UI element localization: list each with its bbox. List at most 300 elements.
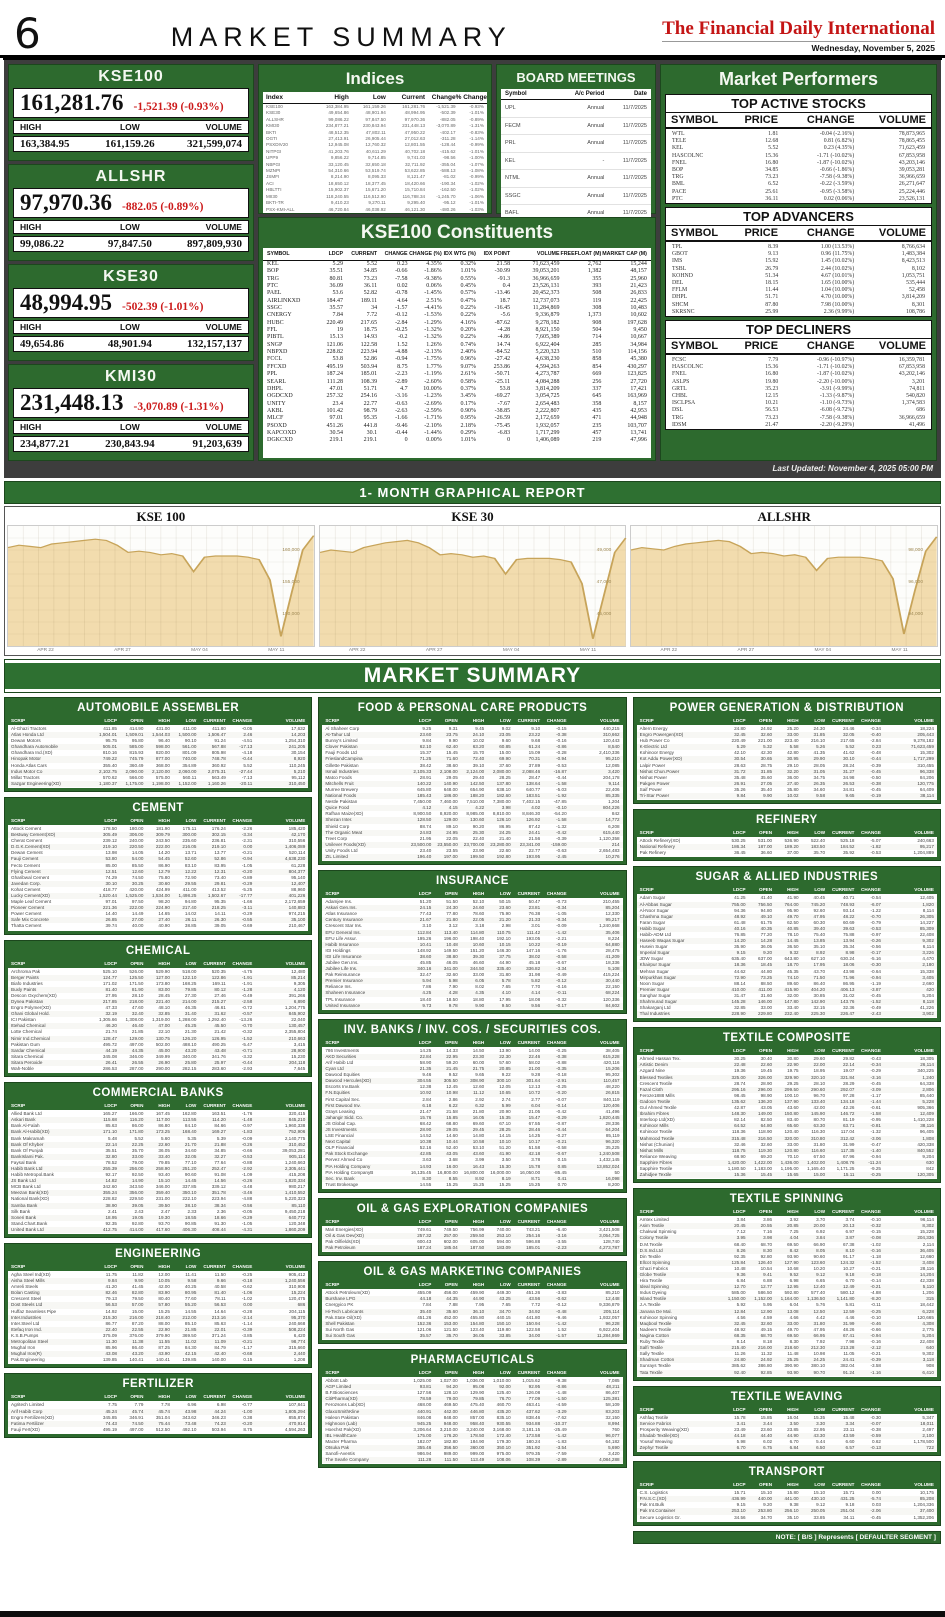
cell: 10.65 <box>499 1090 511 1096</box>
cell: 343.50 <box>129 1184 144 1190</box>
cell: 7.98 <box>845 1339 855 1345</box>
table-row <box>263 437 651 444</box>
cell: 31.98 <box>528 972 541 978</box>
cell: 292.07 <box>840 1086 855 1092</box>
cell: 24.41 <box>842 1357 855 1363</box>
table-body <box>8 1110 308 1234</box>
cell: 930.55 <box>496 1420 511 1426</box>
cell: 354.89 <box>182 762 197 768</box>
cell: 29.60 <box>813 1056 826 1062</box>
cell: 35.10 <box>813 944 826 950</box>
cell: -0.55 <box>241 917 253 923</box>
cell: 52,458 <box>909 287 925 294</box>
table-body <box>637 1216 937 1376</box>
cell: 67.50 <box>813 1153 826 1159</box>
cell: 12,409 <box>919 1111 934 1117</box>
sector-power-generation-distribution <box>633 697 941 804</box>
cell: 508,224 <box>288 1326 306 1332</box>
cell: IBL HealthCare <box>325 1432 357 1438</box>
cell: 13,741 <box>630 429 647 436</box>
cell: 1,406,089 <box>535 437 560 444</box>
cell: 86.00 <box>131 1123 144 1129</box>
cell: -1.45% <box>424 290 442 297</box>
cell: 96,338 <box>919 768 934 774</box>
cell: Dawood Hercules(XD) <box>325 1078 372 1084</box>
y-axis-tick: 160,000 <box>282 547 300 553</box>
cell: 253.86 <box>493 363 511 370</box>
cell: GBOT <box>672 251 688 258</box>
cell: 0.06% <box>426 283 442 290</box>
cell: 14.20 <box>158 850 170 856</box>
cell: Inter.Industries <box>11 1314 42 1320</box>
cell: 23,500.00 <box>410 841 432 847</box>
cell: UPL <box>505 105 516 111</box>
cell: 64,880 <box>605 941 620 947</box>
cell: 4.64 <box>397 297 408 304</box>
cell: 40.16 <box>734 925 746 931</box>
cell: 290.60 <box>810 1086 826 1092</box>
cell: 12,085 <box>605 762 620 768</box>
cell: 184.47 <box>326 297 343 304</box>
cell: 221.36 <box>102 905 117 911</box>
cell: 5,220,323 <box>284 1196 306 1202</box>
cell: -1.42 <box>556 1432 567 1438</box>
cell: -4.51 <box>241 738 253 744</box>
cell: 21.85 <box>184 1326 197 1332</box>
cell: -2.45 <box>556 853 567 859</box>
table-body <box>322 898 622 1010</box>
table-header-row <box>637 1406 937 1414</box>
column-header: HIGH <box>787 1482 799 1488</box>
cell: 87.80 <box>765 301 779 308</box>
cell: 40.85 <box>787 925 799 931</box>
cell: 15.92 <box>765 258 779 265</box>
cell: 32.27 <box>214 1153 226 1159</box>
cell: 47.00 <box>158 1023 170 1029</box>
index-panel-kse30 <box>8 264 254 361</box>
cell: 221.00 <box>758 738 773 744</box>
cell: -0.53 <box>241 1153 253 1159</box>
cell: 3.50 <box>501 1157 511 1163</box>
column-header: VOLUME <box>599 718 620 723</box>
cell: 7.79 <box>768 357 779 364</box>
cell: LSE Financial <box>325 1133 354 1139</box>
cell: Sapphire Fibres <box>639 1159 673 1165</box>
cell: 3.98 <box>763 1235 773 1241</box>
cell: Interloop Ltd(XD) <box>639 1117 675 1123</box>
cell: 3.50 <box>789 1420 799 1426</box>
cell: 213.16 <box>211 1314 226 1320</box>
cell: 21.42 <box>214 1029 226 1035</box>
cell: Cnergyico PK <box>325 1302 354 1308</box>
cell: 4,638,230 <box>535 356 560 363</box>
x-axis-tick: MAY 11 <box>579 648 597 653</box>
sector-title: POWER GENERATION & DISTRIBUTION <box>669 702 905 714</box>
cell: 22.77 <box>528 847 541 853</box>
cell: 386.80 <box>758 1363 773 1369</box>
cell: Murree Brewery <box>325 786 359 792</box>
cell: 44.19 <box>105 1047 117 1053</box>
cell: 4.70 (10.00%) <box>820 294 855 301</box>
cell: 15.25 <box>472 1181 485 1187</box>
cell: 45.35 <box>787 968 799 974</box>
table-row <box>263 371 651 378</box>
cell: 14.25 <box>528 1133 541 1139</box>
sector-table <box>322 890 622 1010</box>
cell: 49.10 <box>760 913 773 919</box>
cell: 25.30 <box>472 829 485 835</box>
cell: 286.53 <box>102 1066 117 1072</box>
table-body <box>666 129 931 203</box>
column-header: Low <box>372 94 386 101</box>
cell: Pak Int.Bulk <box>639 1502 665 1508</box>
cell: 2,060.00 <box>178 768 197 774</box>
cell: 9.12 <box>816 1502 826 1508</box>
y-axis-tick: 150,000 <box>282 612 300 618</box>
cell: 72.40 <box>472 756 485 762</box>
cell: 376.00 <box>129 1332 144 1338</box>
cell: 2,440 <box>293 1351 306 1357</box>
cell: -1.17 <box>870 1092 881 1098</box>
cell: 26,271,647 <box>898 181 925 188</box>
cell: 627.10 <box>810 956 826 962</box>
cell: Askari Bank <box>11 1117 36 1123</box>
cell: 18,420.66 <box>404 180 426 186</box>
table-header-row <box>8 817 308 825</box>
cell: 9.13 <box>768 251 779 258</box>
cell: 24.46 <box>842 726 855 731</box>
cell: -0.44 <box>556 1126 567 1132</box>
cell: 22.60 <box>158 1141 170 1147</box>
cell: Chakwal Spinning <box>639 1229 677 1235</box>
cell: 74.10 <box>787 974 799 980</box>
cell: Lalpir Power <box>639 762 666 768</box>
cell: 78,873,965 <box>898 131 925 137</box>
cell: Atlas Honda Ltd <box>11 732 44 738</box>
cell: 43.20 <box>131 1351 144 1357</box>
cell: 8.02 <box>475 984 485 990</box>
last-updated-text: Last Updated: November 4, 2025 05:00 PM <box>772 464 933 473</box>
cell: 182.07 <box>417 1438 432 1444</box>
performers-section <box>665 320 932 430</box>
cell: -502.39 <box>440 110 456 116</box>
cell: 411.00 <box>758 986 773 992</box>
cell: -5.74 <box>870 1496 881 1502</box>
hlv-label: LOW <box>119 122 140 132</box>
cell: -0.67 <box>556 960 567 965</box>
sector-textile-spinning <box>633 1188 941 1380</box>
cell: 842 <box>611 811 620 817</box>
cell: 73.23 <box>765 174 779 181</box>
hlv-label: LOW <box>119 322 140 332</box>
cell: 18.06 <box>842 962 855 968</box>
table-row <box>666 302 931 309</box>
cell: 51.50 <box>446 899 458 905</box>
cell: 76.70 <box>499 1396 511 1402</box>
cell: 3.34 <box>845 1420 855 1426</box>
cell: 77.80 <box>446 911 458 917</box>
cell: -0.14 <box>556 1102 567 1108</box>
cell: 88.14 <box>734 980 746 986</box>
cell: 33.00 <box>472 972 485 978</box>
sector-cement <box>4 797 312 935</box>
cell: 32.80 <box>105 1153 117 1159</box>
column-header: HIGH <box>472 718 485 723</box>
cell: -1.10 (-9.73%) <box>819 400 855 407</box>
cell: 30.80 <box>787 1056 799 1062</box>
cell: 28.74 <box>734 1080 746 1086</box>
cell: 94.80 <box>760 907 773 913</box>
cell: 229.80 <box>758 1011 773 1017</box>
cell: 350.10 <box>496 1445 511 1451</box>
column-header: OPEN <box>759 1406 773 1412</box>
cell: 36.60 <box>760 850 773 856</box>
cell: 55.20 <box>184 1302 197 1308</box>
cell: 1,183.00 <box>754 1165 773 1171</box>
cell: First Dawood Inv. <box>325 1102 361 1108</box>
cell: 40.45 <box>813 895 826 901</box>
cell: 116,788.34 <box>402 193 426 199</box>
column-header: CURRENT <box>517 1039 541 1045</box>
cell: 2.61% <box>460 371 476 378</box>
cell: 84,206 <box>919 774 934 780</box>
cell: -1.16 <box>870 1369 881 1375</box>
cell: 182.60 <box>496 793 511 799</box>
table-row <box>666 251 931 258</box>
column-header: LOW <box>185 960 197 966</box>
cell: 10.44 <box>446 1139 458 1145</box>
cell: 41.25 <box>734 895 746 901</box>
cell: 8,921,150 <box>535 327 560 334</box>
cell: 23.81 <box>528 905 541 911</box>
column-header: OPEN <box>444 1370 458 1376</box>
cell: 12.13 <box>528 1084 541 1090</box>
cell: 34,984 <box>630 341 647 348</box>
cell: 35.70 <box>131 1147 144 1153</box>
cell: -3.16 <box>395 393 408 400</box>
cell: -0.32 <box>556 996 567 1002</box>
cell: Mirpurkhas Sugar <box>639 974 676 980</box>
cell: 44.90 <box>787 1432 799 1438</box>
cell: 6.05 <box>475 978 485 984</box>
cell: 179.30 <box>496 1438 511 1444</box>
cell: Atlas Insurance <box>325 911 357 917</box>
cell: 35.57 <box>329 305 343 312</box>
cell: 1,141.80 <box>836 1296 855 1302</box>
cell: 127.00 <box>155 974 170 980</box>
cell: 43.30 <box>813 1432 826 1438</box>
table-row <box>666 138 931 145</box>
cell: 18.55 <box>184 1214 197 1220</box>
cell: 54.45 <box>158 856 170 862</box>
cell: Shahmurad Sugar <box>639 999 677 1004</box>
cell: 92.40 <box>734 1369 746 1375</box>
cell: 58,109 <box>605 1402 620 1408</box>
cell: -0.38 <box>870 780 881 786</box>
cell: 10.98 <box>813 1351 826 1357</box>
monthly-charts <box>4 506 941 656</box>
cell: 82.50 <box>760 1117 773 1123</box>
cell: 35.92 <box>842 850 855 856</box>
cell: 3.84 <box>736 1217 746 1223</box>
cell: 8.92 <box>816 950 826 956</box>
cell: KMI30 <box>266 123 280 129</box>
cell: 77.43 <box>419 911 432 917</box>
cell: 23,526,131 <box>898 195 925 202</box>
cell: 9.90 <box>475 1002 485 1008</box>
cell: 415,224 <box>602 972 620 978</box>
x-axis-tick: APR 22 <box>660 648 678 653</box>
cell: 135.62 <box>731 1098 746 1104</box>
cell: 10.60 <box>472 941 485 947</box>
cell: 1,240,508 <box>599 1151 620 1157</box>
cell: -2.31 <box>241 838 253 844</box>
cell: 27,012.63 <box>404 136 426 142</box>
sector-table <box>8 717 308 788</box>
cell: -0.66 <box>870 1326 881 1332</box>
x-axis-tick: APR 22 <box>348 648 366 653</box>
cell: ISCLPSA <box>672 400 696 407</box>
cell: 26.90 <box>158 1059 170 1065</box>
cell: FFLM <box>672 287 688 294</box>
cell: BOP <box>267 268 279 275</box>
cell: Cherat Cement <box>11 838 43 844</box>
cell: 1,960,338 <box>284 1123 306 1129</box>
cell: 9.12 <box>816 1272 826 1277</box>
cell: 85,210 <box>605 1290 620 1296</box>
column-header: VOLUME <box>285 718 306 723</box>
cell: 43.70 <box>813 968 826 974</box>
cell: -0.57 <box>241 1011 253 1017</box>
cell: 255.39 <box>102 1165 117 1171</box>
sector-table <box>637 1406 937 1453</box>
cell: 7.75 <box>107 1402 117 1408</box>
chart-svg <box>320 526 626 646</box>
cell: Attock Cement <box>11 825 42 831</box>
cell: 14.82 <box>105 1178 117 1184</box>
column-header: OPEN <box>444 1039 458 1045</box>
cell: 15,710.84 <box>404 187 426 193</box>
cell: 430.10 <box>810 1496 826 1502</box>
cell: 10,602 <box>630 312 647 319</box>
cell: 420,116 <box>603 1059 620 1065</box>
cell: HBLTTI <box>266 187 282 193</box>
cell: 71.60 <box>446 756 458 762</box>
column-header: LOW <box>814 1482 826 1488</box>
cell: 522.40 <box>810 838 826 844</box>
column-header: LOW <box>814 1406 826 1412</box>
column-header: LOW <box>814 1209 826 1215</box>
cell: Reliance Weaving <box>639 1153 677 1159</box>
cell: 13,852,024 <box>596 1163 620 1169</box>
cell: -0.39 <box>870 762 881 768</box>
cell: 411.80 <box>212 726 226 731</box>
cell: Annual <box>587 175 605 181</box>
cell: 91.24 <box>214 738 226 744</box>
column-header: SCRIP <box>639 1482 654 1488</box>
cell: 204,178 <box>602 774 620 780</box>
sector-column-right <box>633 697 941 1544</box>
cell: 310,450 <box>288 780 306 786</box>
cell: 41.90 <box>499 1151 511 1157</box>
column-header: CHANGE <box>232 817 253 823</box>
cell: Descon Oxychem(XD) <box>11 992 57 998</box>
cell: 28.25 <box>499 1126 511 1132</box>
cell: 23.22 <box>528 732 541 738</box>
cell: 9.58 <box>816 793 826 799</box>
cell: 28.75 <box>760 762 773 768</box>
cell: -0.49 <box>241 992 253 998</box>
cell: 948.00 <box>443 1420 458 1426</box>
cell: 3.86 <box>763 1217 773 1223</box>
table-row <box>666 258 931 265</box>
cell: 1,502.67 <box>207 892 226 898</box>
cell: 15.25 <box>446 1181 458 1187</box>
cell: 74.43 <box>105 1420 117 1426</box>
cell: 10.41 <box>419 941 432 947</box>
cell: -1.32 <box>870 1129 881 1135</box>
cell: Highnoon (Lab) <box>325 1420 357 1426</box>
cell: 420,338 <box>917 1141 934 1147</box>
cell: 48,211 <box>605 1384 620 1390</box>
column-header: SCRIP <box>325 891 340 897</box>
cell: 97,970.36 <box>404 116 426 122</box>
cell: 108.39 <box>360 378 378 385</box>
cell: 2,180 <box>922 962 934 968</box>
cell: 5.58 <box>789 744 799 750</box>
table-row <box>666 280 931 287</box>
cell: 185.04 <box>443 1245 458 1251</box>
cell: 35.60 <box>446 1308 458 1314</box>
cell: -5.47 <box>241 1041 253 1047</box>
cell: 31.80 <box>813 1320 826 1326</box>
cell: 127.56 <box>417 1390 432 1396</box>
cell: 6,114 <box>922 944 934 950</box>
cell: Ibrahim Fibres <box>639 1111 670 1117</box>
cell: 8.71 <box>531 1175 541 1181</box>
cell: 48,994.95 <box>404 110 426 116</box>
cell: -47.85 <box>553 799 567 805</box>
cell: 23.05 <box>499 732 511 738</box>
column-header: VOLUME <box>914 1406 934 1412</box>
cell: 26.91 <box>734 780 746 786</box>
cell: 44.24 <box>214 1408 226 1414</box>
cell: 240,668 <box>288 1320 306 1326</box>
cell: 1,805,294 <box>284 1408 306 1414</box>
cell: 67.55 <box>528 1120 541 1126</box>
cell: -0.11 <box>556 990 567 996</box>
cell: 18,650.12 <box>328 180 349 186</box>
cell: -0.73 <box>556 899 567 905</box>
table-body <box>8 1401 308 1433</box>
cell: 1,506.47 <box>207 732 226 738</box>
cell: 5.29 <box>332 261 343 267</box>
column-header: SCRIP <box>639 1048 654 1054</box>
cell: 33.00 <box>787 1320 799 1326</box>
cell: 3,168.00 <box>492 1426 511 1432</box>
cell: 40.35 <box>760 925 773 931</box>
cell: -7.58 (-9.38%) <box>819 414 855 421</box>
cell: PPL <box>267 371 278 378</box>
cell: -0.09 <box>241 1135 253 1141</box>
column-header: CURRENT <box>517 1218 541 1224</box>
cell: 43.98 <box>184 1408 197 1414</box>
cell: 29.82 <box>842 1056 855 1062</box>
cell: 14.33 <box>446 1047 458 1053</box>
cell: 36,966,659 <box>898 174 925 181</box>
cell: 13.85 <box>813 938 826 944</box>
sector-table <box>637 886 937 1018</box>
